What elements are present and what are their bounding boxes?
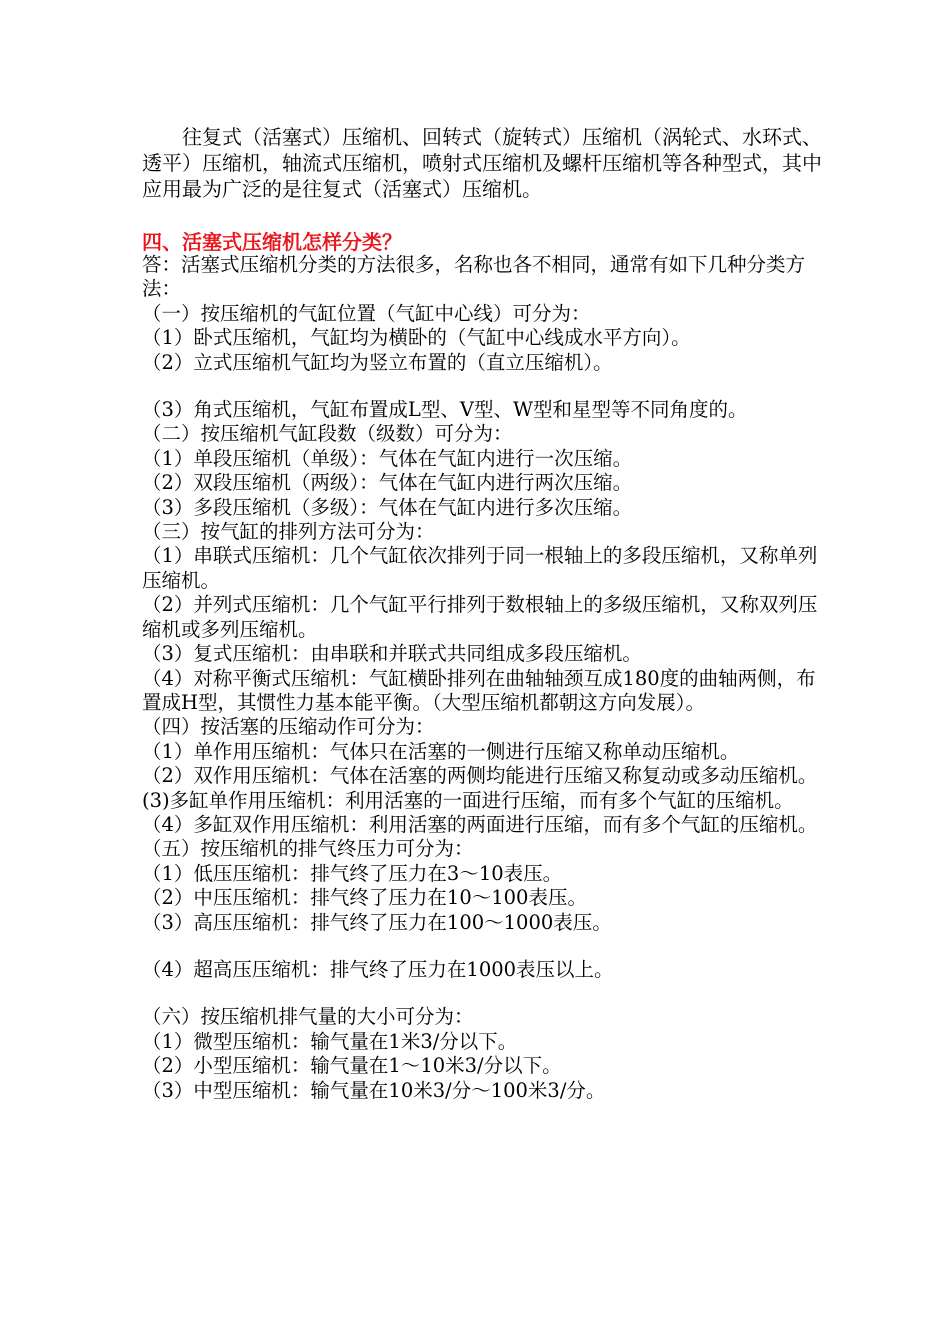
list-item: （4）多缸双作用压缩机：利用活塞的两面进行压缩，而有多个气缸的压缩机。 <box>142 812 818 836</box>
list-item: （1）微型压缩机：输气量在1米3/分以下。 <box>142 1029 518 1053</box>
category-heading-3: （三）按气缸的排列方法可分为： <box>142 520 435 544</box>
list-item: (3)多缸单作用压缩机：利用活塞的一面进行压缩，而有多个气缸的压缩机。 <box>142 788 794 812</box>
list-item: （1）低压压缩机：排气终了压力在3～10表压。 <box>142 861 563 885</box>
list-item: （3）高压压缩机：排气终了压力在100～1000表压。 <box>142 910 612 934</box>
list-item: （1）单作用压缩机：气体只在活塞的一侧进行压缩又称单动压缩机。 <box>142 739 740 763</box>
list-item: （4）对称平衡式压缩机：气缸横卧排列在曲轴轴颈互成180度的曲轴两侧，布置成H型，其惯性力基本能平衡。（大型压缩机都朝这方向发展）。 <box>142 666 816 714</box>
list-item: （3）多段压缩机（多级）：气体在气缸内进行多次压缩。 <box>142 495 633 519</box>
category-heading-5: （五）按压缩机的排气终压力可分为： <box>142 837 474 861</box>
category-heading-6: （六）按压缩机排气量的大小可分为： <box>142 1005 474 1029</box>
answer-paragraph: 答：活塞式压缩机分类的方法很多，名称也各不相同，通常有如下几种分类方法： <box>142 253 806 301</box>
list-item: （2）中压压缩机：排气终了压力在10～100表压。 <box>142 886 587 910</box>
section-heading: 四、活塞式压缩机怎样分类？ <box>142 230 402 254</box>
list-item: （1）串联式压缩机：几个气缸依次排列于同一根轴上的多段压缩机，又称单列压缩机。 <box>142 544 818 592</box>
list-item: （2）立式压缩机气缸均为竖立布置的（直立压缩机）。 <box>142 350 613 374</box>
list-item: （2）双段压缩机（两级）：气体在气缸内进行两次压缩。 <box>142 471 633 495</box>
category-heading-2: （二）按压缩机气缸段数（级数）可分为： <box>142 422 513 446</box>
list-item: （2）双作用压缩机：气体在活塞的两侧均能进行压缩又称复动或多动压缩机。 <box>142 764 818 788</box>
intro-paragraph: 往复式（活塞式）压缩机、回转式（旋转式）压缩机（涡轮式、水环式、透平）压缩机，轴流式压缩机，喷射式压缩机及螺杆压缩机等各种型式，其中应用最为广泛的是往复式（活塞式）压缩机。 <box>142 125 822 201</box>
list-item: （2）小型压缩机：输气量在1～10米3/分以下。 <box>142 1054 562 1078</box>
list-item: （3）复式压缩机：由串联和并联式共同组成多段压缩机。 <box>142 642 642 666</box>
list-item: （2）并列式压缩机：几个气缸平行排列于数根轴上的多级压缩机，又称双列压缩机或多列压缩机。 <box>142 593 818 641</box>
list-item: （3）角式压缩机，气缸布置成L型、V型、W型和星型等不同角度的。 <box>142 398 748 422</box>
list-item: （1）单段压缩机（单级）：气体在气缸内进行一次压缩。 <box>142 446 633 470</box>
category-heading-4: （四）按活塞的压缩动作可分为： <box>142 715 435 739</box>
section-body <box>142 253 822 1103</box>
list-item: （4）超高压压缩机：排气终了压力在1000表压以上。 <box>142 957 614 981</box>
category-heading-1: （一）按压缩机的气缸位置（气缸中心线）可分为： <box>142 301 591 325</box>
list-item: （1）卧式压缩机，气缸均为横卧的（气缸中心线成水平方向）。 <box>142 326 691 350</box>
list-item: （3）中型压缩机：输气量在10米3/分～100米3/分。 <box>142 1078 606 1102</box>
